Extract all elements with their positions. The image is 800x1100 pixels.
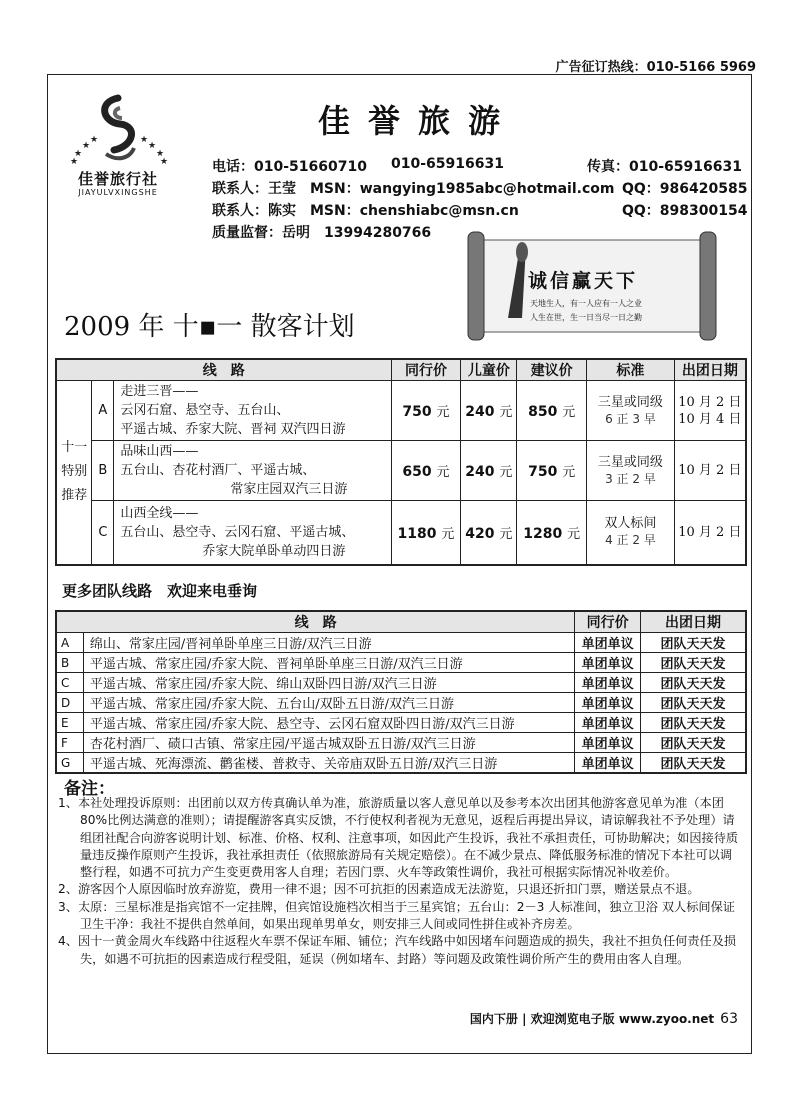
contact-person-2: 联系人：陈实 MSN：chenshiabc@msn.cn bbox=[212, 203, 519, 219]
header-dates: 出团日期 bbox=[674, 359, 746, 381]
route-code: A bbox=[56, 633, 83, 653]
child-price: 240 元 bbox=[461, 441, 517, 501]
peer-price: 1180 元 bbox=[391, 501, 461, 565]
route-description: 平遥古城、死海漂流、鹳雀楼、普救寺、关帝庙双卧五日游/双汽三日游 bbox=[83, 753, 574, 774]
group-price: 单团单议 bbox=[575, 733, 641, 753]
more-routes-title: 更多团队线路 欢迎来电垂询 bbox=[62, 582, 258, 600]
route-description bbox=[114, 381, 391, 441]
brand-title: 佳誉旅游 bbox=[318, 102, 519, 140]
svg-text:★: ★ bbox=[160, 157, 168, 167]
table-row bbox=[56, 633, 746, 653]
route-code: E bbox=[56, 713, 83, 733]
header-peer-price: 同行价 bbox=[391, 359, 461, 381]
departure-dates: 10 月 2 日 bbox=[674, 441, 746, 501]
logo-name-cn: 佳誉旅行社 bbox=[77, 170, 158, 188]
route-description bbox=[114, 501, 391, 565]
footer bbox=[470, 1010, 738, 1027]
departure-frequency: 团队天天发 bbox=[641, 673, 747, 693]
route-description bbox=[114, 441, 391, 501]
plan-title: 2009 年 十▪一 散客计划 bbox=[64, 312, 355, 342]
special-table-header bbox=[56, 359, 746, 381]
group-price: 单团单议 bbox=[575, 633, 641, 653]
svg-text:★: ★ bbox=[90, 135, 99, 145]
hotel-standard: 三星或同级 6 正 3 早 bbox=[587, 381, 675, 441]
scroll-banner bbox=[462, 226, 722, 346]
group-label: 十一特别推荐 bbox=[56, 381, 92, 565]
table-row bbox=[56, 753, 746, 774]
departure-dates: 10 月 2 日 10 月 4 日 bbox=[674, 381, 746, 441]
header-peer-price: 同行价 bbox=[575, 611, 641, 633]
suggest-price: 850 元 bbox=[517, 381, 587, 441]
table-row bbox=[56, 381, 746, 441]
group-price: 单团单议 bbox=[575, 653, 641, 673]
departure-frequency: 团队天天发 bbox=[641, 733, 747, 753]
peer-price: 650 元 bbox=[391, 441, 461, 501]
route-code: B bbox=[92, 441, 114, 501]
header-standard: 标准 bbox=[587, 359, 675, 381]
route-line: 品味山西—— bbox=[120, 444, 199, 459]
scroll-line-1: 天地生人，有一人应有一人之业 bbox=[530, 299, 642, 308]
route-line: 乔家大院单卧单动四日游 bbox=[202, 543, 346, 559]
departure-frequency: 团队天天发 bbox=[641, 753, 747, 774]
table-row bbox=[56, 693, 746, 713]
route-code: C bbox=[92, 501, 114, 565]
group-routes-table bbox=[55, 610, 747, 774]
note-item: 3、太原：三星标准是指宾馆不一定挂牌，但宾馆设施档次相当于三星宾馆；五台山：2－3 人标准间，独立卫浴 双人标间保证卫生干净：我社不提供自然单间，如果出现单男单女，则安排三人间或同性拼住或补齐房差。 bbox=[58, 899, 735, 932]
table-row bbox=[56, 673, 746, 693]
route-line: 常家庄园双汽三日游 bbox=[230, 482, 348, 497]
route-description: 杏花村酒厂、碛口古镇、常家庄园/平遥古城双卧五日游/双汽三日游 bbox=[83, 733, 574, 753]
table-row bbox=[56, 733, 746, 753]
note-item: 2、游客因个人原因临时放弃游览，费用一律不退；因不可抗拒的因素造成无法游览，只退还折扣门票，赠送景点不退。 bbox=[58, 882, 700, 897]
route-line: 山西全线—— bbox=[120, 505, 199, 521]
table-row bbox=[56, 713, 746, 733]
route-description: 绵山、常家庄园/晋祠单卧单座三日游/双汽三日游 bbox=[83, 633, 574, 653]
route-description: 平遥古城、常家庄园/乔家大院、五台山/双卧五日游/双汽三日游 bbox=[83, 693, 574, 713]
child-price: 240 元 bbox=[461, 381, 517, 441]
swirl-logo-icon bbox=[68, 92, 168, 168]
note-item: 1、本社处理投诉原则：出团前以双方传真确认单为准，旅游质量以客人意见单以及参考本次出团其他游客意见单为准（本团 80%比例达满意的准则）；请提醒游客真实反馈，不行使权利者视为无意见，返程后再提出异议，请谅解我社不予处理）请组团社配合向游客说明计划、标准、价格、权利、注意事项，如因此产生投诉，我社不承担责任，可协助解决；如因接待质量违反操作原则产生投诉，我社承担责任（依照旅游局有关规定赔偿）。在不减少景点、降低服务标准的情况下本社可以调整行程，如遇不可抗力产生变更费用客人自理；若因门票、火车等政策性调价，我社可根据实际情况补收差价。 bbox=[58, 796, 739, 880]
contact-fax: 传真：010-65916631 bbox=[587, 159, 742, 175]
route-code: A bbox=[92, 381, 114, 441]
company-logo bbox=[68, 92, 168, 204]
header-dates: 出团日期 bbox=[641, 611, 747, 633]
group-price: 单团单议 bbox=[575, 713, 641, 733]
table-row bbox=[56, 653, 746, 673]
route-line: 云冈石窟、悬空寺、五台山、 bbox=[120, 403, 290, 418]
route-line: 五台山、杏花村酒厂、平遥古城、 bbox=[120, 463, 316, 478]
svg-text:★: ★ bbox=[74, 149, 83, 159]
footer-text: 国内下册 | 欢迎浏览电子版 www.zyoo.net bbox=[469, 1012, 715, 1026]
route-line: 平遥古城、乔家大院、晋祠 双汽四日游 bbox=[120, 422, 346, 437]
header-child-price: 儿童价 bbox=[461, 359, 517, 381]
suggest-price: 750 元 bbox=[517, 441, 587, 501]
logo-name-en: JIAYULVXINGSHE bbox=[78, 188, 158, 197]
route-description: 平遥古城、常家庄园/乔家大院、悬空寺、云冈石窟双卧四日游/双汽三日游 bbox=[83, 713, 574, 733]
page-number: 63 bbox=[720, 1011, 738, 1027]
departure-frequency: 团队天天发 bbox=[641, 653, 747, 673]
group-table-header bbox=[56, 611, 746, 633]
header-route: 线 路 bbox=[56, 611, 575, 633]
route-code: G bbox=[56, 753, 83, 774]
header-suggest-price: 建议价 bbox=[517, 359, 587, 381]
route-line: 五台山、悬空寺、云冈石窟、平遥古城、 bbox=[120, 524, 355, 540]
group-price: 单团单议 bbox=[575, 673, 641, 693]
svg-text:★: ★ bbox=[140, 135, 149, 145]
header-route: 线 路 bbox=[56, 359, 391, 381]
route-code: D bbox=[56, 693, 83, 713]
svg-text:★: ★ bbox=[82, 141, 91, 151]
ad-hotline: 广告征订热线：010-5166 5969 bbox=[555, 60, 756, 75]
table-row bbox=[56, 501, 746, 565]
quality-supervisor: 质量监督：岳明 13994280766 bbox=[212, 225, 432, 241]
table-row bbox=[56, 441, 746, 501]
child-price: 420 元 bbox=[461, 501, 517, 565]
route-code: F bbox=[56, 733, 83, 753]
scroll-line-2: 人生在世，生一日当尽一日之勤 bbox=[530, 313, 642, 322]
route-description: 平遥古城、常家庄园/乔家大院、绵山双卧四日游/双汽三日游 bbox=[83, 673, 574, 693]
notes-list bbox=[58, 795, 742, 968]
scroll-title: 诚信赢天下 bbox=[528, 270, 639, 292]
departure-frequency: 团队天天发 bbox=[641, 713, 747, 733]
departure-frequency: 团队天天发 bbox=[641, 693, 747, 713]
route-line: 走进三晋—— bbox=[120, 384, 199, 399]
svg-text:★: ★ bbox=[156, 149, 165, 159]
hotel-standard: 双人标间 4 正 2 早 bbox=[587, 501, 675, 565]
note-item: 4、因十一黄金周火车线路中往返程火车票不保证车厢、铺位；汽车线路中如因堵车问题造成的损失，我社不担负任何责任及损失，如遇不可抗拒的因素造成行程受阻，延误（例如堵车、封路）等问题及政策性调价所产生的费用由客人自理。 bbox=[58, 934, 737, 966]
contact-phone2: 010-65916631 bbox=[391, 156, 504, 172]
departure-frequency: 团队天天发 bbox=[641, 633, 747, 653]
contact-qq-2: QQ：898300154 bbox=[622, 203, 748, 219]
special-routes-table bbox=[55, 358, 747, 566]
svg-text:★: ★ bbox=[70, 157, 79, 167]
hotel-standard: 三星或同级 3 正 2 早 bbox=[587, 441, 675, 501]
group-price: 单团单议 bbox=[575, 693, 641, 713]
notes-title: 备注： bbox=[64, 779, 115, 799]
contact-qq-1: QQ：986420585 bbox=[622, 181, 748, 197]
route-description: 平遥古城、常家庄园/乔家大院、晋祠单卧单座三日游/双汽三日游 bbox=[83, 653, 574, 673]
route-code: B bbox=[56, 653, 83, 673]
group-price: 单团单议 bbox=[575, 753, 641, 774]
suggest-price: 1280 元 bbox=[517, 501, 587, 565]
route-code: C bbox=[56, 673, 83, 693]
peer-price: 750 元 bbox=[391, 381, 461, 441]
contact-person-1: 联系人：王莹 MSN：wangying1985abc@hotmail.com bbox=[212, 181, 615, 197]
svg-text:★: ★ bbox=[148, 141, 157, 151]
departure-dates: 10 月 2 日 bbox=[674, 501, 746, 565]
contact-phone: 电话：010-51660710 bbox=[212, 159, 367, 175]
